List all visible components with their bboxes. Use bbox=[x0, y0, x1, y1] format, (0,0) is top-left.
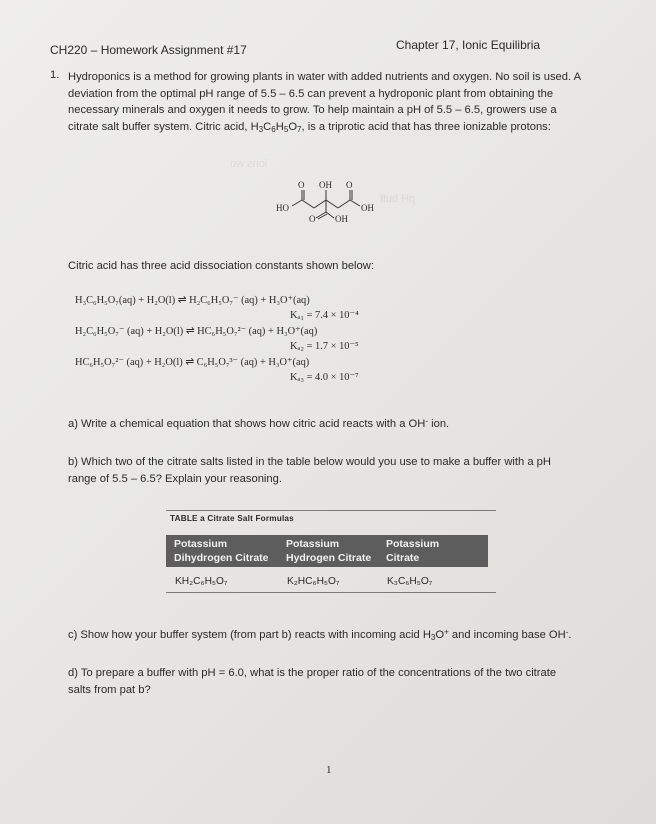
table-header-cell: Potassium Dihydrogen Citrate bbox=[174, 538, 269, 564]
atom-label-oh: OH bbox=[335, 214, 348, 224]
part-c: c) Show how your buffer system (from part b) reacts with incoming acid $H_3O^+$ and incoming base OH-. bbox=[68, 627, 572, 643]
question-intro bbox=[68, 69, 613, 135]
question-number: 1. bbox=[50, 69, 60, 81]
equation-2-lhs: H₂C₆H₅O₇⁻ (aq) + H₂O(l) ⇌ bbox=[75, 326, 195, 337]
equation-2 bbox=[75, 325, 317, 337]
equation-3 bbox=[75, 356, 309, 368]
table-header-cell: Potassium Citrate bbox=[386, 538, 440, 564]
part-d-line: d) To prepare a buffer with pH = 6.0, what is the proper ratio of the concentrations of the two citrate bbox=[68, 667, 557, 679]
atom-label-oh: OH bbox=[361, 203, 374, 213]
intro-line-start: citrate salt buffer system. Citric acid, H bbox=[68, 120, 259, 133]
part-a-end: ion. bbox=[428, 418, 450, 430]
table-bottom-rule bbox=[166, 592, 496, 593]
bleed-through-text: pH buff bbox=[380, 193, 416, 205]
part-c-end: . bbox=[568, 629, 572, 641]
part-d-line: salts from pat b? bbox=[68, 684, 151, 696]
part-c-mid: and incoming base OH bbox=[448, 629, 566, 641]
course-title: CH220 – Homework Assignment #17 bbox=[50, 43, 247, 57]
part-a: a) Write a chemical equation that shows how citric acid reacts with a OH- ion. bbox=[68, 416, 450, 430]
atom-label-o: O bbox=[298, 180, 305, 190]
equation-1-lhs: H₃C₆H₅O₇(aq) + H₂O(l) ⇌ bbox=[75, 295, 187, 306]
table-header-cell: Potassium Hydrogen Citrate bbox=[286, 538, 372, 564]
part-b-line: range of 5.5 – 6.5? Explain your reasoning. bbox=[68, 473, 282, 485]
atom-label-o: O bbox=[309, 214, 316, 224]
equation-3-lhs: HC₆H₅O₇²⁻ (aq) + H₂O(l) ⇌ bbox=[75, 357, 195, 368]
table-cell: KH₂C₆H₅O₇ bbox=[175, 576, 228, 587]
table-cell: K₃C₆H₅O₇ bbox=[387, 576, 433, 587]
equation-1-rhs: H₂C₆H₅O₇⁻ (aq) + H₃O⁺(aq) bbox=[189, 295, 310, 306]
intro-line-end: , is a triprotic acid that has three ionizable protons: bbox=[301, 120, 551, 133]
part-c-text: c) Show how your buffer system (from part b) reacts with incoming acid H bbox=[68, 629, 431, 641]
ka1-value: Kₐ₁ = 7.4 × 10⁻⁴ bbox=[290, 310, 359, 321]
atom-label-ho: HO bbox=[276, 203, 289, 213]
table-title: TABLE a Citrate Salt Formulas bbox=[170, 514, 294, 523]
ka2-value: Kₐ₂ = 1.7 × 10⁻⁵ bbox=[290, 341, 359, 352]
constants-intro: Citric acid has three acid dissociation constants shown below: bbox=[68, 260, 374, 272]
equation-3-rhs: C₆H₅O₇³⁻ (aq) + H₃O⁺(aq) bbox=[196, 357, 310, 368]
intro-line: necessary minerals and oxygen it needs to grow. To help maintain a pH of 5.5 – 6.5, growers use a bbox=[68, 104, 557, 116]
table-top-rule bbox=[166, 510, 496, 511]
equation-1 bbox=[75, 294, 310, 306]
chapter-title: Chapter 17, Ionic Equilibria bbox=[396, 38, 541, 52]
intro-line: Hydroponics is a method for growing plants in water with added nutrients and oxygen. No soil is used. A bbox=[68, 71, 582, 83]
equation-2-rhs: HC₆H₅O₇²⁻ (aq) + H₃O⁺(aq) bbox=[197, 326, 318, 337]
part-b-line: b) Which two of the citrate salts listed in the table below would you use to make a buffer with a pH bbox=[68, 456, 551, 468]
part-d bbox=[68, 665, 556, 698]
part-a-text: a) Write a chemical equation that shows how citric acid reacts with a OH bbox=[68, 418, 426, 430]
part-b bbox=[68, 454, 551, 487]
ka3-value: Kₐ₃ = 4.0 × 10⁻⁷ bbox=[290, 372, 359, 383]
table-header-row bbox=[166, 535, 488, 567]
atom-label-o: O bbox=[346, 180, 353, 190]
page-number: 1 bbox=[326, 764, 332, 776]
table-cell: K₂HC₆H₅O₇ bbox=[287, 576, 340, 587]
bleed-through-text: ions wo bbox=[230, 158, 268, 170]
atom-label-oh: OH bbox=[319, 180, 332, 190]
intro-line: citrate salt buffer system. Citric acid, $H_3C_6H_5O_7$, is a triprotic acid that has three ionizable protons: bbox=[68, 120, 551, 134]
intro-line: deviation from the optimal pH range of 5.5 – 6.5 can prevent a hydroponic plant from obtaining the bbox=[68, 87, 554, 100]
